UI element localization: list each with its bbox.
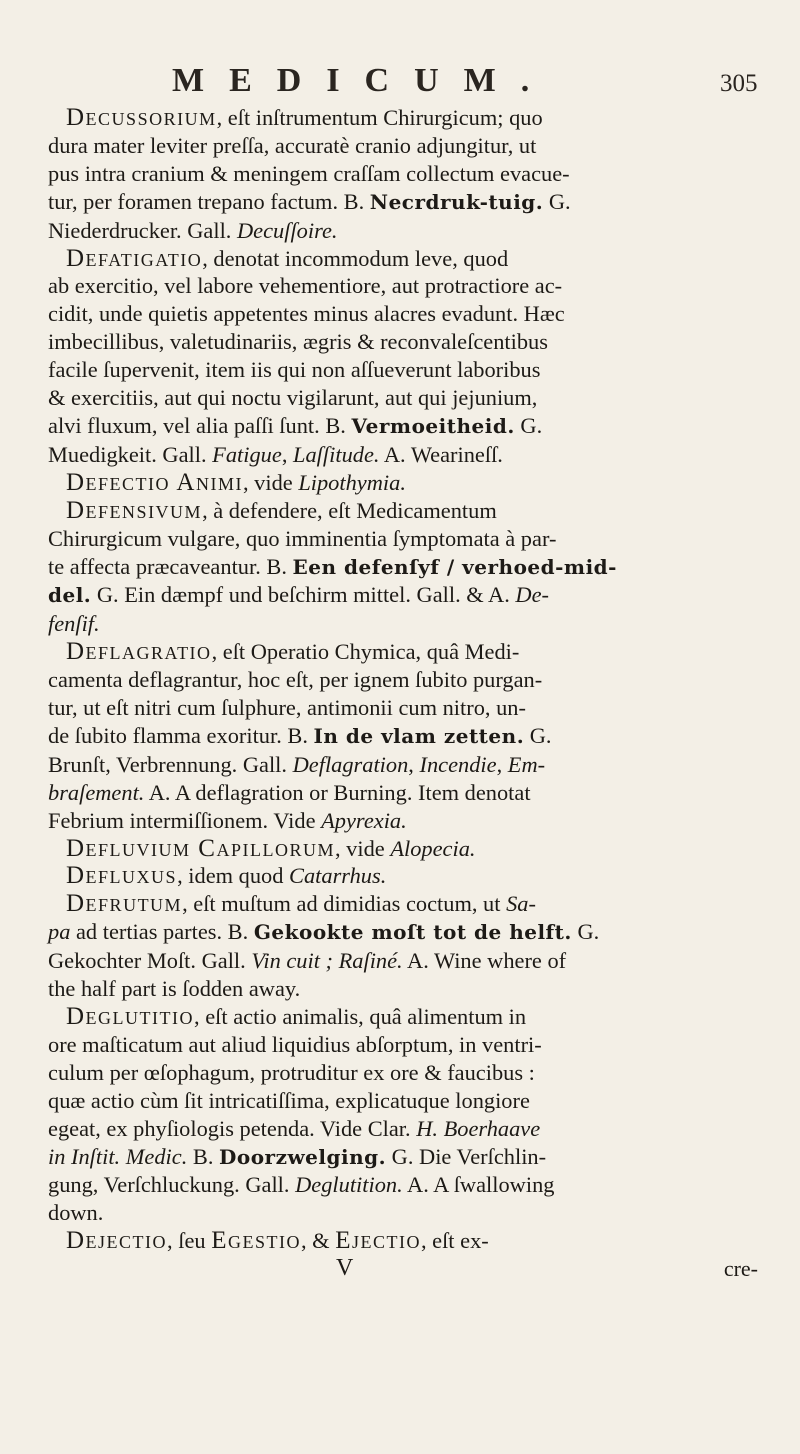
dutch-gloss: del.: [48, 583, 92, 608]
text-line: [48, 441, 758, 469]
italic-term: fenſif.: [48, 611, 100, 637]
text-line: [48, 469, 758, 497]
page-header: [0, 62, 800, 102]
text-segment: G. Ein dæmpf und beſchirm mittel. Gall. & A.: [91, 582, 516, 608]
text-segment: ad tertias partes. B.: [70, 919, 254, 945]
italic-term: braſement.: [48, 779, 145, 805]
text-segment: ,: [496, 751, 508, 777]
text-segment: , eſt ex-: [420, 1228, 489, 1254]
text-segment: de ſubito flamma exoritur. B.: [48, 722, 314, 748]
text-segment: ,: [281, 441, 294, 467]
catchword: cre-: [723, 1256, 758, 1282]
text-line: [48, 610, 758, 638]
text-segment: culum per œſophagum, protruditur ex ore & faucibus :: [48, 1059, 535, 1085]
text-segment: , eſt muſtum ad dimidias coctum, ut: [182, 891, 507, 917]
text-segment: , eſt inſtrumentum Chirurgicum; quo: [216, 105, 543, 130]
text-line: [48, 890, 758, 918]
text-segment: Gekochter Moſt. Gall.: [48, 948, 252, 974]
text-line: [48, 160, 758, 188]
dictionary-entry: [48, 469, 758, 497]
text-line: [48, 666, 758, 694]
text-segment: A. A ſwallowing: [402, 1172, 555, 1198]
text-segment: , idem quod: [177, 863, 290, 889]
italic-term: Alopecia.: [390, 835, 476, 861]
headword: Defectio Animi: [66, 468, 243, 496]
text-line: [48, 1199, 758, 1227]
italic-term: Apyrexia.: [321, 807, 407, 833]
text-line: [48, 751, 758, 779]
text-segment: A. A deflagration or Burning. Item denotat: [144, 779, 531, 805]
text-segment: B.: [187, 1143, 220, 1169]
text-line: [48, 638, 758, 666]
italic-term: Incendie: [419, 751, 497, 777]
text-segment: , eſt actio animalis, quâ alimentum in: [194, 1004, 527, 1029]
text-segment: dura mater leviter preſſa, accuratè cranio adjungitur, ut: [48, 132, 537, 158]
text-segment: gung, Verſchluckung. Gall.: [48, 1172, 296, 1198]
headword: Defensivum: [66, 496, 203, 524]
dictionary-entry: [48, 638, 758, 834]
text-line: [48, 497, 758, 525]
signature-mark: V: [336, 1255, 354, 1282]
dutch-gloss: Gekookte moſt tot de helft.: [253, 920, 572, 945]
text-line: [48, 1143, 758, 1172]
text-line: [48, 217, 758, 245]
text-line: [48, 553, 758, 582]
dutch-gloss: Een defenſyf / verhoed-mid-: [292, 554, 617, 579]
text-segment: tur, per foramen trepano factum. B.: [48, 188, 370, 214]
text-segment: G.: [524, 722, 552, 748]
text-line: [48, 300, 758, 328]
dictionary-entry: [48, 890, 758, 1003]
italic-term: H. Boerhaave: [416, 1115, 541, 1141]
italic-term: Em-: [507, 751, 546, 777]
dictionary-entry: [48, 835, 758, 863]
text-segment: , vide: [242, 469, 299, 495]
text-line: [48, 1031, 758, 1059]
dutch-gloss: In de vlam zetten.: [313, 723, 525, 748]
headword: Egestio: [211, 1227, 301, 1255]
text-segment: camenta deflagrantur, hoc eſt, per ignem ſubito purgan-: [48, 667, 543, 693]
text-segment: alvi fluxum, vel alia paſſi ſunt. B.: [48, 412, 352, 438]
italic-term: De-: [515, 582, 549, 608]
dictionary-body: [48, 104, 758, 1283]
dictionary-entry: [48, 497, 758, 639]
text-segment: ab exercitio, vel labore vehementiore, aut protractiore ac-: [48, 273, 563, 299]
text-segment: G. Die Verſchlin-: [386, 1143, 547, 1169]
text-segment: , denotat incommodum leve, quod: [202, 245, 509, 271]
text-line: [48, 694, 758, 722]
text-segment: G.: [543, 188, 571, 214]
text-line: [48, 272, 758, 300]
text-segment: tur, ut eſt nitri cum ſulphure, antimonii cum nitro, un-: [48, 695, 526, 721]
text-segment: Muedigkeit. Gall.: [48, 441, 213, 467]
italic-term: pa: [48, 919, 71, 945]
dictionary-entry: [48, 1227, 758, 1255]
text-segment: , vide: [334, 835, 391, 861]
text-segment: ore maſticatum aut aliud liquidius abſorptum, in ventri-: [48, 1031, 542, 1057]
text-line: [48, 807, 758, 835]
text-segment: , à defendere, eſt Medicamentum: [202, 497, 497, 523]
headword: Defluvium Capillorum: [66, 834, 335, 862]
italic-term: Lipothymia.: [298, 469, 406, 495]
headword: Defrutum: [66, 890, 183, 918]
headword: Defatigatio: [66, 244, 203, 272]
text-segment: Niederdrucker. Gall.: [48, 217, 237, 243]
text-line: [48, 356, 758, 384]
dutch-gloss: Necrdruk-tuig.: [369, 189, 544, 214]
text-segment: cidit, unde quietis appetentes minus alacres evadunt. Hæc: [48, 301, 565, 327]
text-line: [48, 188, 758, 217]
text-line: [48, 862, 758, 890]
text-segment: te affecta præcaveantur. B.: [48, 553, 293, 579]
dictionary-entry: [48, 1003, 758, 1227]
text-line: [48, 328, 758, 356]
headword: Ejectio: [335, 1227, 421, 1255]
dictionary-entry: [48, 104, 758, 245]
text-line: [48, 581, 758, 610]
text-segment: down.: [48, 1200, 104, 1226]
text-line: [48, 779, 758, 807]
text-line: [48, 1087, 758, 1115]
page-number: 305: [720, 70, 758, 97]
text-segment: imbecillibus, valetudinariis, ægris & reconvaleſcentibus: [48, 329, 548, 355]
text-segment: , ſeu: [167, 1228, 212, 1254]
headword: Defluxus: [66, 862, 178, 890]
text-line: [48, 975, 758, 1003]
text-line: [48, 104, 758, 132]
text-line: [48, 525, 758, 553]
text-line: [48, 1115, 758, 1143]
italic-term: Deflagration: [292, 751, 409, 777]
text-line: [48, 1003, 758, 1031]
text-segment: A. Wearineſſ.: [379, 441, 503, 467]
text-segment: ,: [408, 751, 420, 777]
italic-term: Catarrhus.: [289, 863, 387, 889]
headword: Dejectio: [66, 1227, 168, 1255]
text-line: [48, 947, 758, 975]
dictionary-entry: [48, 862, 758, 890]
text-segment: Chirurgicum vulgare, quo imminentia ſymptomata à par-: [48, 525, 557, 551]
text-line: [48, 918, 758, 947]
dutch-gloss: Vermoeitheid.: [351, 413, 515, 438]
text-line: [48, 412, 758, 441]
text-segment: & exercitiis, aut qui noctu vigilarunt, aut qui jejunium,: [48, 385, 538, 411]
text-line: [48, 1227, 758, 1255]
italic-term: in Inſtit. Medic.: [48, 1143, 188, 1169]
italic-term: Laſſitude.: [293, 441, 380, 467]
dictionary-entry: [48, 245, 758, 469]
italic-term: Deglutition.: [295, 1172, 403, 1198]
text-segment: Brunſt, Verbrennung. Gall.: [48, 751, 293, 777]
text-line: [48, 384, 758, 412]
headword: Deflagratio: [66, 638, 212, 666]
text-segment: quæ actio cùm ſit intricatiſſima, explicatuque longiore: [48, 1087, 530, 1113]
text-segment: , &: [300, 1228, 336, 1254]
text-segment: A. Wine where of: [402, 948, 567, 974]
italic-term: Vin cuit ; Raſiné.: [251, 948, 403, 974]
text-line: [48, 1059, 758, 1087]
headword: Decussorium: [66, 104, 217, 131]
text-segment: G.: [571, 919, 600, 945]
dutch-gloss: Doorzwelging.: [219, 1144, 387, 1169]
italic-term: Sa-: [506, 891, 536, 917]
text-segment: facile ſupervenit, item iis qui non aſſueverunt laboribus: [48, 357, 541, 383]
text-segment: , eſt Operatio Chymica, quâ Medi-: [211, 639, 520, 665]
text-segment: egeat, ex phyſiologis petenda. Vide Clar.: [48, 1115, 417, 1141]
text-line: [48, 132, 758, 160]
text-line: [48, 835, 758, 863]
page-footer: [48, 1255, 758, 1283]
text-segment: G.: [514, 412, 543, 438]
running-head: MEDICUM.: [172, 62, 555, 99]
text-line: [48, 1171, 758, 1199]
italic-term: Decuſſoire.: [237, 217, 338, 243]
text-segment: Febrium intermiſſionem. Vide: [48, 807, 322, 833]
italic-term: Fatigue: [212, 441, 282, 467]
text-segment: pus intra cranium & meningem craſſam collectum evacue-: [48, 160, 570, 186]
headword: Deglutitio: [66, 1003, 195, 1030]
text-line: [48, 722, 758, 751]
text-line: [48, 245, 758, 273]
text-segment: the half part is ſodden away.: [48, 976, 301, 1002]
